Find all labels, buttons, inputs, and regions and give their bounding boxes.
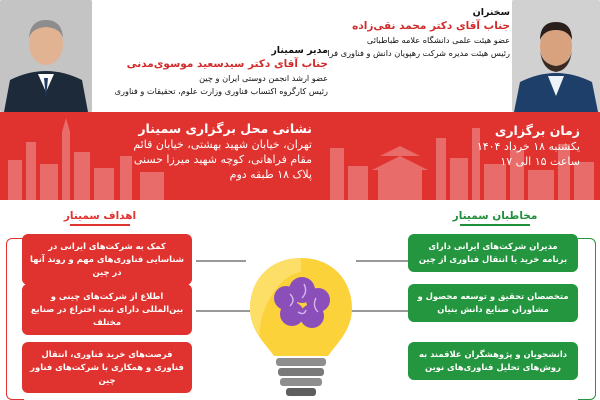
- speaker-desc-1: عضو هیئت علمی دانشگاه علامه طباطبائی: [366, 35, 510, 45]
- manager-desc-1: عضو ارشد انجمن دوستی ایران و چین: [199, 73, 328, 83]
- connector-line: [356, 260, 408, 262]
- time-info: [360, 122, 580, 169]
- venue-line-3: پلاک ۱۸ طبقه دوم: [229, 168, 312, 181]
- time-hours: ساعت ۱۵ الی ۱۷: [500, 155, 580, 168]
- manager-name: جناب آقای دکتر سیدسعید موسوی‌مدنی: [126, 58, 328, 70]
- audience-heading: مخاطبان سمینار: [452, 210, 538, 222]
- venue-line-2: مقام فراهانی، کوچه شهید میرزا حسنی: [133, 153, 312, 166]
- audience-underline: [460, 224, 530, 226]
- audience-bracket: [578, 238, 596, 400]
- audience-card: مدیران شرکت‌های ایرانی دارای برنامه خرید یا انتقال فناوری از چین: [408, 234, 578, 272]
- manager-desc-2: رئیس کارگروه اکتساب فناوری وزارت علوم، تحقیقات و فناوری: [114, 85, 328, 96]
- manager-info: [96, 44, 328, 97]
- audience-card: دانشجویان و پژوهشگران علاقمند به روش‌های تحلیل فناوری‌های نوین: [408, 342, 578, 380]
- speaker-role: سخنران: [472, 7, 510, 18]
- speakers-header: [0, 0, 600, 112]
- time-title: زمان برگزاری: [494, 123, 580, 138]
- audience-card: متخصصان تحقیق و توسعه محصول و مشاوران صنایع دانش بنیان: [408, 284, 578, 322]
- goal-card: فرصت‌های خرید فناوری، انتقال فناوری و همکاری با شرکت‌های فناور چین: [22, 342, 192, 393]
- person-photo-icon: [512, 0, 600, 112]
- venue-line-1: تهران، خیابان شهید بهشتی، خیابان قائم: [133, 138, 312, 151]
- lightbulb-brain-icon: [246, 254, 356, 400]
- speaker-name: جناب آقای دکتر محمد نقی‌زاده: [352, 20, 510, 32]
- goals-underline: [70, 224, 130, 226]
- goals-audience-section: [0, 200, 600, 400]
- person-photo-icon: [0, 0, 92, 112]
- goal-card: اطلاع از شرکت‌های چینی و بین‌المللی دارای ثبت اختراع در صنایع مختلف: [22, 284, 192, 335]
- speaker-desc-2: رئیس هیئت مدیره شرکت رهپویان دانش و فناوری فرا: [327, 47, 510, 58]
- info-banner: [0, 112, 600, 200]
- connector-line: [196, 260, 246, 262]
- goals-heading: اهداف سمینار: [63, 210, 137, 222]
- venue-info: [22, 120, 312, 182]
- goal-card: کمک به شرکت‌های ایرانی در شناسایی فناوری‌های مهم و روند آنها در چین: [22, 234, 192, 285]
- speaker-photo: [512, 0, 600, 112]
- venue-title: نشانی محل برگزاری سمینار: [138, 121, 312, 136]
- manager-role: مدیر سمینار: [271, 45, 328, 56]
- time-date: یکشنبه ۱۸ خرداد ۱۴۰۴: [476, 140, 580, 153]
- manager-photo: [0, 0, 92, 112]
